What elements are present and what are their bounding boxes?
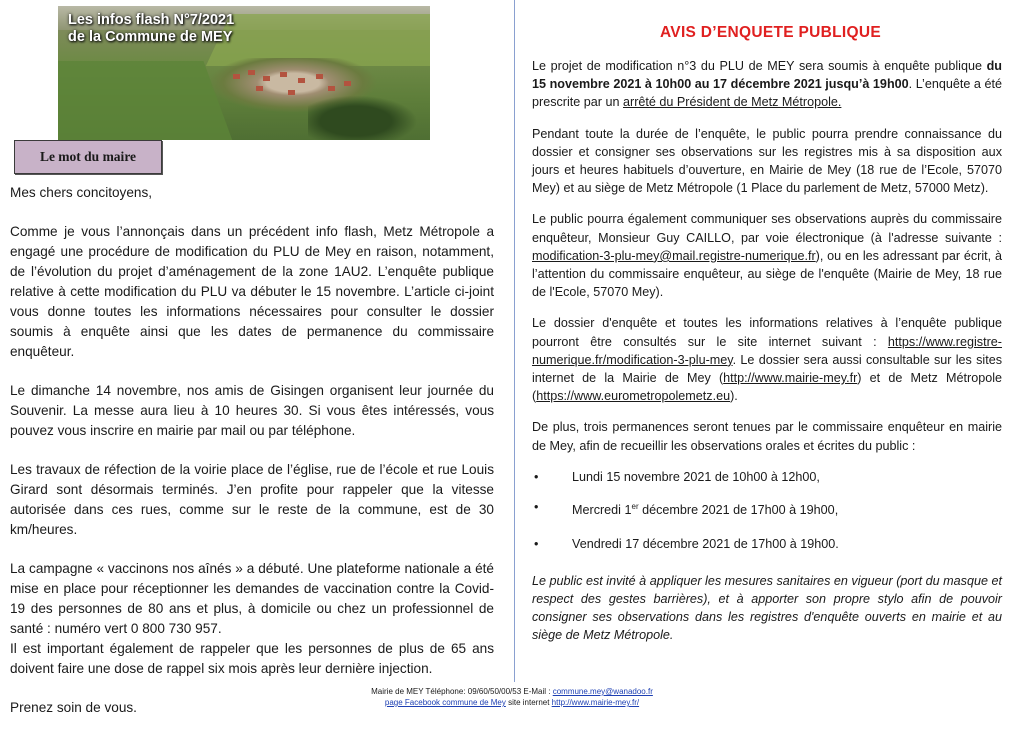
registre-email-link[interactable]: modification-3-plu-mey@mail.registre-numerique.fr <box>532 248 816 263</box>
avis-title: AVIS D’ENQUETE PUBLIQUE <box>659 24 882 41</box>
letter-paragraph-voirie: Les travaux de réfection de la voirie place de l’église, rue de l’école et rue Louis Girard sont désormais terminés. J’en profite pour rappeler que la vitesse autorisée dans ces rues, comme sur le reste de la commune, est de 30 km/heures. <box>10 462 494 537</box>
column-divider <box>514 0 515 682</box>
letter-paragraph-gisingen: Le dimanche 14 novembre, nos amis de Gisingen organisent leur journée du Souvenir. La messe aura lieu à 10 heures 30. Si vous êtes intéressés, vous pouvez vous inscrire en mairie par mail ou par téléphone. <box>10 383 494 438</box>
left-column <box>0 0 512 715</box>
newsletter-title-line2: de la Commune de MEY <box>68 29 233 45</box>
mot-du-maire-box <box>14 140 162 174</box>
letter-closing: Prenez soin de vous. <box>10 700 137 715</box>
avis-paragraph-permanences: De plus, trois permanences seront tenues par le commissaire enquêteur en mairie de Mey, afin de recueillir les observations orales et écrites du public : <box>532 420 1002 453</box>
mairie-site-link[interactable]: http://www.mairie-mey.fr <box>723 371 858 386</box>
avis-paragraph-sanitaire: Le public est invité à appliquer les mesures sanitaires en vigueur (port du masque et respect des gestes barrières), et à apporter son propre stylo afin de pouvoir consigner ses observations dans les registres d'enquête ouverts en mairie et au siège de Metz Métropole. <box>532 573 1002 643</box>
permanences-list <box>532 468 1002 554</box>
footer-site-link[interactable]: http://www.mairie-mey.fr/ <box>551 698 640 707</box>
mayor-letter <box>10 183 494 737</box>
list-item: • Vendredi 17 décembre 2021 de 17h00 à 19h00. <box>532 535 1002 553</box>
avis-paragraph-registres: Pendant toute la durée de l’enquête, le public pourra prendre connaissance du dossier et consigner ses observations sur les registres mis à sa disposition aux jours et heures habituels d’ouverture, en Mairie de Mey (18 rue de l’Ecole, 57070 Mey) et au siège de Metz Métropole (1 Place du parlement de Metz, 57000 Metz). <box>532 126 1002 196</box>
footer-email-link[interactable]: commune.mey@wanadoo.fr <box>552 687 653 696</box>
list-item: • Mercredi 1er décembre 2021 de 17h00 à 19h00, <box>532 498 1002 519</box>
avis-paragraph-intro: Le projet de modification n°3 du PLU de MEY sera soumis à enquête publique du 15 novembre 2021 à 10h00 au 17 décembre 2021 jusqu’à 19h00. L’enquête a été prescrite par un arrêté du Président de Metz Métropole. <box>532 59 1002 110</box>
letter-paragraph-plu: Comme je vous l’annonçais dans un précédent info flash, Metz Métropole a engagé une procédure de modification du PLU de Mey en raison, notamment, de l’évolution du projet d’aménagement de la zone 1AU2. L’enquête publique relative à cette modification du PLU va débuter le 15 novembre. L’article ci-joint vous donne toutes les informations nécessaires pour consulter le dossier soumis à enquête ainsi que les dates de permanence du commissaire enquêteur. <box>10 224 494 359</box>
footer-contact: Mairie de MEY Téléphone: 09/60/50/00/53 E-Mail : commune.mey@wanadoo.fr page Facebook commune de Mey site internet http://www.mairie-mey.fr/ <box>371 687 653 707</box>
avis-paragraph-commissaire: Le public pourra également communiquer ses observations auprès du commissaire enquêteur, Monsieur Guy CAILLO, par voie électronique (à l'adresse suivante : modification-3-plu-mey@mail.registre-numerique.fr), ou en les adressant par écrit, à l’attention du commissaire enquêteur, au siège de l'enquête (Mairie de Mey, 18 rue de l'Ecole, 57070 Mey). <box>532 212 1002 300</box>
aerial-village-photo <box>58 6 430 140</box>
registre-numerique-link[interactable]: https://www.registre-numerique.fr/modification-3-plu-mey <box>532 334 1002 367</box>
letter-paragraph-vaccination: La campagne « vaccinons nos aînés » a débuté. Une plateforme nationale a été mise en place pour réceptionner les demandes de vaccination contre la Covid-19 des personnes de 80 ans et plus, à domicile ou chez un professionnel de santé : numéro vert 0 800 730 957. <box>10 561 494 636</box>
avis-body <box>532 57 1002 657</box>
list-item: • Lundi 15 novembre 2021 de 10h00 à 12h00, <box>532 468 1002 486</box>
newsletter-title-line1: Les infos flash N°7/2021 <box>68 12 235 28</box>
letter-paragraph-rappel: Il est important également de rappeler que les personnes de plus de 65 ans doivent faire une dose de rappel six mois après leur dernière injection. <box>10 641 494 676</box>
right-column <box>517 0 1024 709</box>
avis-paragraph-dossier: Le dossier d'enquête et toutes les informations relatives à l’enquête publique pourront être consultés sur le site internet suivant : https://www.registre-numerique.fr/modification-3-plu-mey. Le dossier sera aussi consultable sur les sites internet de la Mairie de Mey (http://www.mairie-mey.fr) et de Metz Métropole (https://www.eurometropolemetz.eu). <box>532 316 1003 404</box>
eurometropole-link[interactable]: https://www.eurometropolemetz.eu <box>536 389 731 404</box>
newsletter-title <box>68 12 234 46</box>
mot-du-maire-label: Le mot du maire <box>39 149 137 164</box>
facebook-link[interactable]: page Facebook commune de Mey <box>384 698 506 707</box>
arrete-link[interactable]: arrêté du Président de Metz Métropole. <box>623 95 842 110</box>
letter-greeting: Mes chers concitoyens, <box>10 185 153 200</box>
enquete-dates: du 15 novembre 2021 à 10h00 au 17 décembre 2021 jusqu’à 19h00 <box>532 59 1002 92</box>
